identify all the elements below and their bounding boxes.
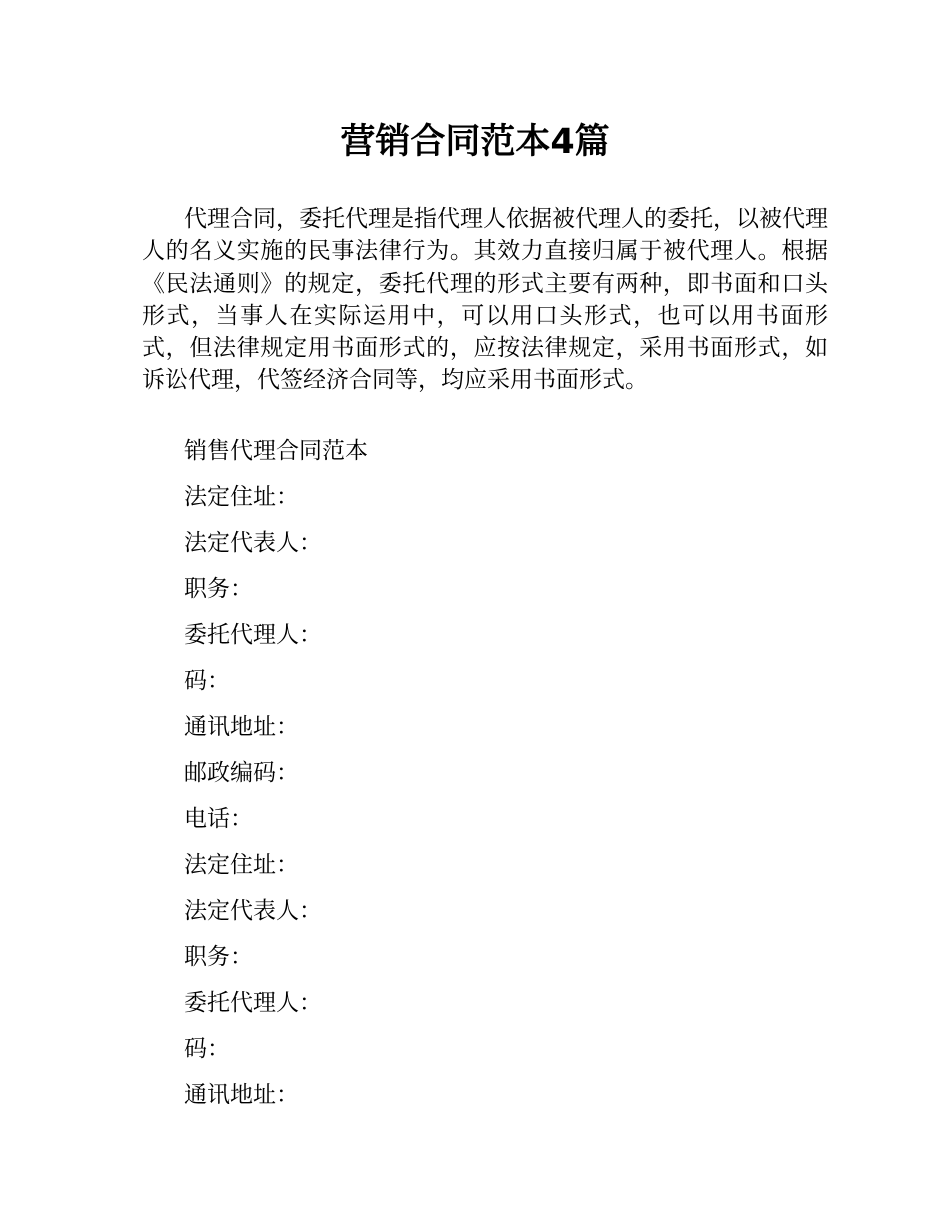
field-postal-code: 邮政编码： (184, 760, 299, 786)
field-legal-address-2: 法定住址： (184, 852, 299, 878)
contract-name-line: 销售代理合同范本 (184, 438, 368, 464)
field-legal-address: 法定住址： (184, 484, 299, 510)
contract-field-list (184, 430, 824, 1120)
document-title: 营销合同范本4篇 (340, 122, 610, 162)
field-position-2: 职务： (184, 944, 253, 970)
field-position: 职务： (184, 576, 253, 602)
intro-paragraph: 代理合同，委托代理是指代理人依据被代理人的委托，以被代理人的名义实施的民事法律行为。其效力直接归属于被代理人。根据《民法通则》的规定，委托代理的形式主要有两种，即书面和口头形式，当事人在实际运用中，可以用口头形式，也可以用书面形式，但法律规定用书面形式的，应按法律规定，采用书面形式，如诉讼代理，代签经济合同等，均应采用书面形式。 (142, 206, 828, 394)
field-code: 码： (184, 668, 230, 694)
field-mailing-address: 通讯地址： (184, 714, 299, 740)
field-legal-representative-2: 法定代表人： (184, 898, 322, 924)
field-code-2: 码： (184, 1036, 230, 1062)
field-legal-representative: 法定代表人： (184, 530, 322, 556)
field-mailing-address-2: 通讯地址： (184, 1082, 299, 1108)
field-authorized-agent: 委托代理人： (184, 622, 322, 648)
field-authorized-agent-2: 委托代理人： (184, 990, 322, 1016)
field-phone: 电话： (184, 806, 253, 832)
